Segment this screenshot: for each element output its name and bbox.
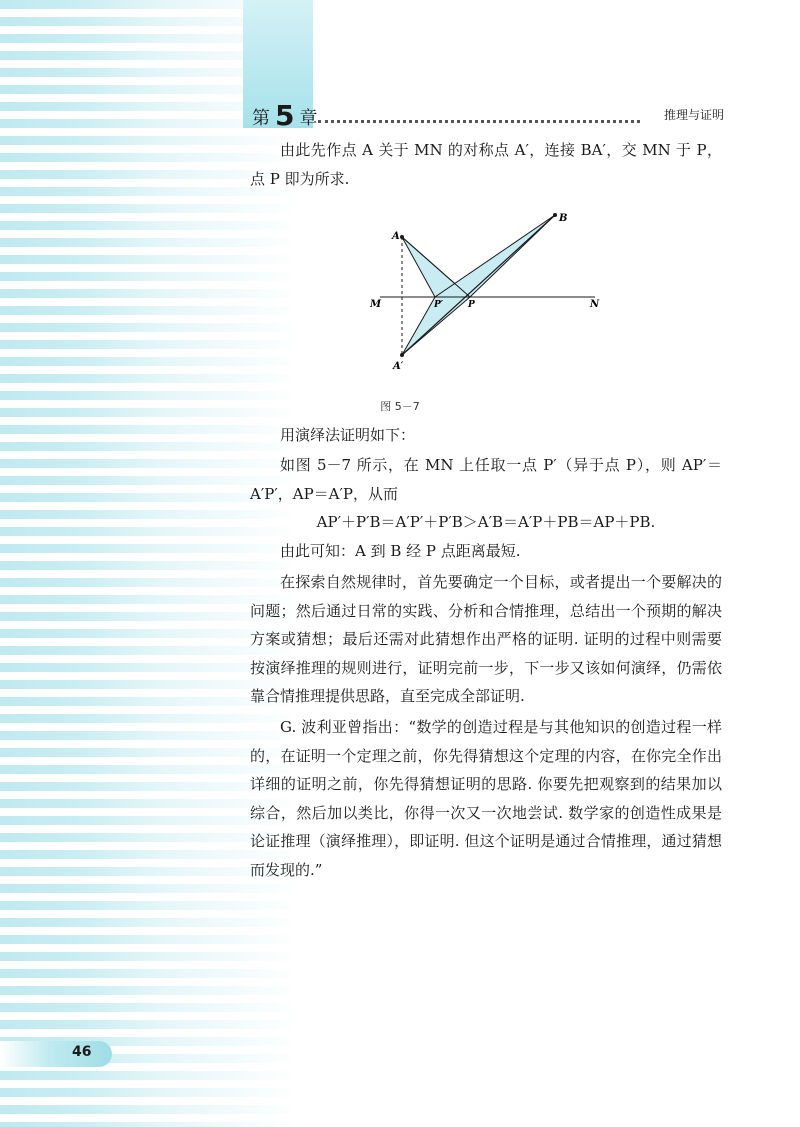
segment-aprime-b (402, 215, 555, 355)
page-number-tab (0, 1041, 112, 1067)
geometry-diagram (360, 205, 610, 385)
point-aprime (400, 353, 404, 357)
triangle-pprime-p-b (435, 215, 555, 297)
chapter-prefix: 第 (252, 108, 270, 129)
section-title: 推理与证明 (663, 108, 724, 122)
chapter-number: 5 (275, 99, 295, 132)
paragraph-conclusion: 由此可知：A 到 B 经 P 点距离最短. (280, 542, 521, 560)
page-number: 46 (72, 1044, 92, 1060)
label-aprime: A′ (393, 361, 404, 372)
proof-equation: AP′＋P′B＝A′P′＋P′B＞A′B＝A′P＋PB＝AP＋PB. (316, 513, 656, 531)
chapter-label (252, 100, 317, 130)
paragraph-construction: 由此先作点 A 关于 MN 的对称点 A′，连接 BA′，交 MN 于 P，点 P 即为所求. (250, 141, 722, 188)
paragraph-exploration: 在探索自然规律时，首先要确定一个目标，或者提出一个要解决的问题；然后通过日常的实践、分析和合情推理，总结出一个预期的解决方案或猜想；最后还需对此猜想作出严格的证明. 证明的过程中则需要按演绎推理的规则进行，证明完前一步，下一步又该如何演绎，仍需依靠合情推理提供思路，直至完成全部证明. (250, 573, 722, 705)
paragraph-proof: 如图 5－7 所示，在 MN 上任取一点 P′（异于点 P），则 AP′＝A′P′，AP＝A′P，从而 (250, 456, 722, 503)
label-m: M (370, 299, 382, 310)
header-dot-leader (318, 108, 640, 123)
figure-5-7 (360, 205, 610, 389)
point-b (553, 213, 557, 217)
chapter-suffix: 章 (299, 108, 318, 129)
paragraph-polya-quote: G. 波利亚曾指出：“数学的创造过程是与其他知识的创造过程一样的，在证明一个定理之前，你先得猜想这个定理的内容，在你完全作出详细的证明之前，你先得猜想证明的思路. 你要先把观察到的结果加以综合，然后加以类比，你得一次又一次地尝试. 数学家的创造性成果是论证推理（演绎推理），即证明. 但这个证明是通过合情推理，通过猜想而发现的.” (250, 718, 722, 879)
point-a (400, 235, 404, 239)
label-b: B (559, 213, 568, 224)
paragraph-deductive-intro: 用演绎法证明如下： (280, 426, 416, 444)
label-a: A (392, 231, 400, 242)
figure-caption: 图 5－7 (380, 400, 420, 413)
label-p: P (468, 300, 475, 310)
label-pprime: P′ (434, 300, 444, 310)
label-n: N (590, 299, 600, 310)
